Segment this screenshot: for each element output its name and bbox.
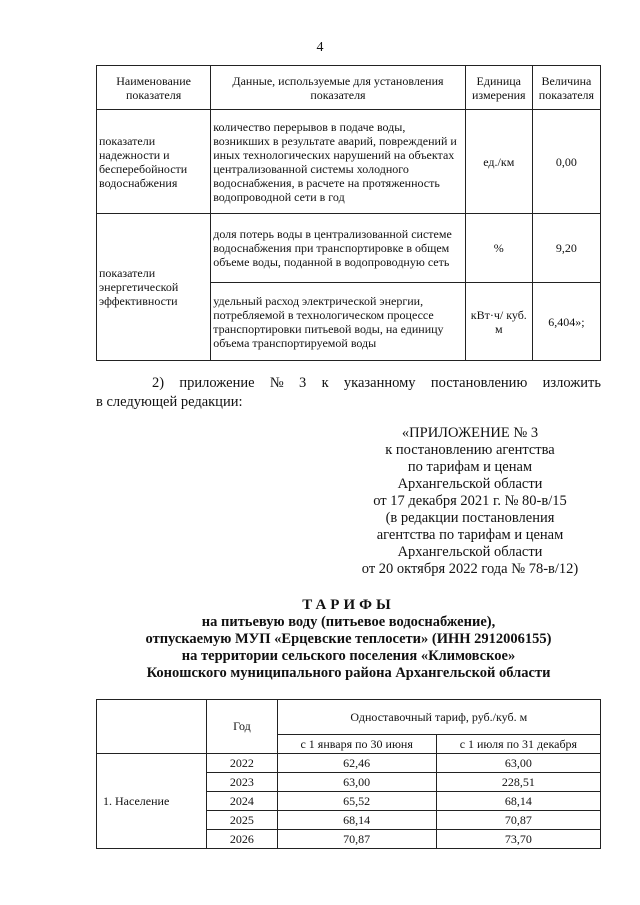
value-cell: 0,00 xyxy=(532,110,600,214)
header-data-used: Данные, используемые для установления показателя xyxy=(211,66,466,110)
tariff-cell: 70,87 xyxy=(436,811,600,830)
table-row xyxy=(97,214,601,283)
paragraph-word: № xyxy=(269,375,284,391)
paragraph-word: указанному xyxy=(343,375,416,391)
category-cell: 1. Население xyxy=(97,754,207,849)
tariff-title-line: отпускаемую МУП «Ерцевские теплосети» (ИНН 2912006155) xyxy=(145,631,552,647)
appendix-line: Архангельской области xyxy=(397,544,543,560)
value-cell: 6,404»; xyxy=(532,283,600,361)
appendix-line: к постановлению агентства xyxy=(385,442,555,458)
appendix-line: по тарифам и ценам xyxy=(407,459,533,475)
appendix-line: Архангельской области xyxy=(397,476,543,492)
paragraph-word: 3 xyxy=(299,375,307,391)
appendix-line: «ПРИЛОЖЕНИЕ № 3 xyxy=(401,425,539,441)
indicator-cell: показатели надежности и бесперебойности водоснабжения xyxy=(97,110,211,214)
appendix-header xyxy=(340,425,600,578)
unit-cell: % xyxy=(465,214,532,283)
empty-header-cell xyxy=(97,700,207,754)
tariff-header-row xyxy=(97,700,601,735)
tariff-cell: 73,70 xyxy=(436,830,600,849)
table-row xyxy=(97,110,601,214)
unit-cell: кВт·ч/ куб. м xyxy=(465,283,532,361)
year-cell: 2024 xyxy=(207,792,277,811)
tariff-cell: 228,51 xyxy=(436,773,600,792)
appendix-line: от 20 октября 2022 года № 78-в/12) xyxy=(361,561,579,577)
header-year: Год xyxy=(207,700,277,754)
table-row xyxy=(97,754,601,773)
tariff-cell: 68,14 xyxy=(436,792,600,811)
year-cell: 2023 xyxy=(207,773,277,792)
tariff-cell: 62,46 xyxy=(277,754,436,773)
tariff-cell: 65,52 xyxy=(277,792,436,811)
paragraph-word: изложить xyxy=(542,375,601,391)
tariff-table xyxy=(96,699,601,849)
value-cell: 9,20 xyxy=(532,214,600,283)
tariff-title-line: Коношского муниципального района Архангельской области xyxy=(146,665,551,681)
tariff-title-line: на питьевую воду (питьевое водоснабжение), xyxy=(201,614,496,630)
appendix-line: агентства по тарифам и ценам xyxy=(376,527,564,543)
body-paragraph xyxy=(96,374,601,412)
tariff-cell: 63,00 xyxy=(436,754,600,773)
indicator-cell: показатели энергетической эффективности xyxy=(97,214,211,361)
header-period-2: с 1 июля по 31 декабря xyxy=(436,735,600,754)
paragraph-line-1 xyxy=(96,374,601,393)
indicators-table xyxy=(96,65,601,361)
data-cell: удельный расход электрической энергии, потребляемой в технологическом процессе транспортировки питьевой воды, на единицу объема транспортируемой воды xyxy=(211,283,466,361)
page-number: 4 xyxy=(316,40,324,55)
unit-cell: ед./км xyxy=(465,110,532,214)
year-cell: 2025 xyxy=(207,811,277,830)
year-cell: 2022 xyxy=(207,754,277,773)
paragraph-word: постановлению xyxy=(430,375,528,391)
tariff-cell: 70,87 xyxy=(277,830,436,849)
data-cell: количество перерывов в подаче воды, возникших в результате аварий, повреждений и иных технологических нарушений на объектах централизованной системы холодного водоснабжения, в расчете на протяженность водопроводной сети в год xyxy=(211,110,466,214)
header-indicator-name: Наименование показателя xyxy=(97,66,211,110)
tariff-cell: 63,00 xyxy=(277,773,436,792)
table-header-row xyxy=(97,66,601,110)
tariff-title xyxy=(96,597,601,682)
header-unit: Единица измерения xyxy=(465,66,532,110)
header-period-1: с 1 января по 30 июня xyxy=(277,735,436,754)
paragraph-line-2: в следующей редакции: xyxy=(96,394,243,410)
paragraph-word: 2) xyxy=(152,375,165,391)
header-value: Величина показателя xyxy=(532,66,600,110)
data-cell: доля потерь воды в централизованной системе водоснабжения при транспортировке в общем объеме воды, поданной в водопроводную сеть xyxy=(211,214,466,283)
header-tariff: Одноставочный тариф, руб./куб. м xyxy=(277,700,600,735)
appendix-line: (в редакции постановления xyxy=(385,510,555,526)
year-cell: 2026 xyxy=(207,830,277,849)
tariff-title-line: на территории сельского поселения «Климовское» xyxy=(181,648,516,664)
paragraph-word: к xyxy=(321,375,329,391)
appendix-line: от 17 декабря 2021 г. № 80-в/15 xyxy=(373,493,567,509)
paragraph-word: приложение xyxy=(179,375,255,391)
tariff-cell: 68,14 xyxy=(277,811,436,830)
tariff-heading: ТАРИФЫ xyxy=(302,597,395,613)
